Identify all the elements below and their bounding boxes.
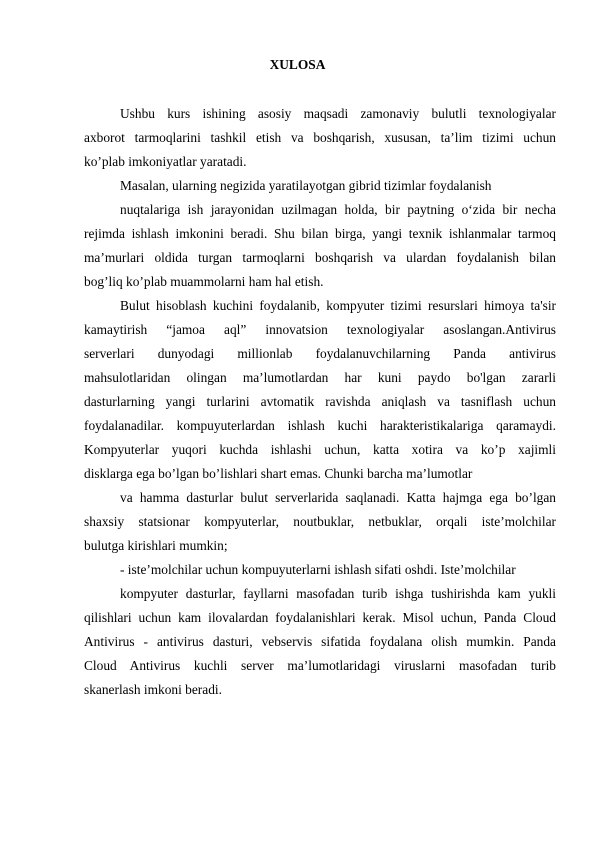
text-line: kompyuter dasturlar, fayllarni masofadan turib ishga tushirishda kam yukli: [120, 586, 556, 601]
text-line: kamaytirish “jamoa aql” innovatsion texnologiyalar asoslangan.Antivirus: [84, 322, 556, 337]
text-line: disklarga ega bo’lgan bo’lishlari shart emas. Chunki barcha ma’lumotlar: [84, 466, 473, 481]
text-line: Cloud Antivirus kuchli server ma’lumotlaridagi viruslarni masofadan turib: [84, 658, 556, 673]
text-line: bulutga kirishlari mumkin;: [84, 538, 228, 553]
text-line: nuqtalariga ish jarayonidan uzilmagan holda, bir paytning o‘zida bir necha: [120, 202, 556, 217]
text-line: Bulut hisoblash kuchini foydalanib, kompyuter tizimi resurslari himoya ta'sir: [120, 298, 556, 313]
text-line: rejimda ishlash imkonini beradi. Shu bilan birga, yangi texnik ishlanmalar tarmoq: [84, 226, 556, 241]
text-line: bog’liq ko’plab muammolarni ham hal etish.: [84, 274, 324, 289]
text-line: mahsulotlaridan olingan ma’lumotlardan har kuni paydo bo'lgan zararli: [84, 370, 556, 385]
text-line: Antivirus - antivirus dasturi, vebservis sifatida foydalana olish mumkin. Panda: [84, 634, 556, 649]
text-line: va hamma dasturlar bulut serverlarida saqlanadi. Katta hajmga ega bo’lgan: [120, 490, 556, 505]
text-line: dasturlarning yangi turlarini avtomatik ravishda aniqlash va tasniflash uchun: [84, 394, 556, 409]
text-line: foydalanadilar. kompuyuterlardan ishlash kuchi harakteristikalariga qaramaydi.: [84, 418, 556, 433]
text-line: shaxsiy statsionar kompyuterlar, noutbuklar, netbuklar, orqali iste’molchilar: [84, 514, 556, 529]
text-line: qilishlari uchun kam ilovalardan foydalanishlari kerak. Misol uchun, Panda Cloud: [84, 610, 556, 625]
text-line: ma’murlari oldida turgan tarmoqlarni boshqarish va ulardan foydalanish bilan: [84, 250, 556, 265]
text-line: Kompyuterlar yuqori kuchda ishlashi uchun, katta xotira va ko’p xajimli: [84, 442, 556, 457]
text-line: ko’plab imkoniyatlar yaratadi.: [84, 154, 247, 169]
text-line: serverlari dunyodagi millionlab foydalanuvchilarning Panda antivirus: [84, 346, 556, 361]
text-line: Ushbu kurs ishining asosiy maqsadi zamonaviy bulutli texnologiyalar: [120, 106, 556, 121]
text-line: axborot tarmoqlarini tashkil etish va boshqarish, xususan, ta’lim tizimi uchun: [84, 130, 556, 145]
page-title: XULOSA: [269, 57, 326, 72]
text-line: skanerlash imkoni beradi.: [84, 682, 222, 697]
text-line: - iste’molchilar uchun kompuyuterlarni ishlash sifati oshdi. Iste’molchilar: [120, 562, 516, 577]
text-line: Masalan, ularning negizida yaratilayotgan gibrid tizimlar foydalanish: [120, 178, 492, 193]
